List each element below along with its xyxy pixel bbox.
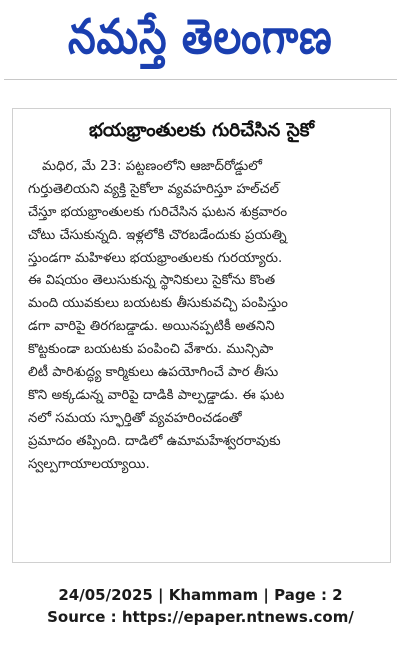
article-line: నలో సమయ స్ఫూర్తితో వ్యవహరించడంతో: [28, 410, 242, 426]
article-line: గుర్తుతెలియని వ్యక్తి సైకోలా వ్యవహరిస్తూ హల్‌చల్: [28, 181, 280, 197]
article-line: స్వల్పగాయాలయ్యాయి.: [28, 456, 150, 472]
article-line: డగా వారిపై తిరగబడ్డాడు. అయినప్పటికీ అతనిని: [28, 319, 275, 335]
article-line: స్తుండగా మహిళలు భయభ్రాంతులకు గురయ్యారు.: [28, 250, 283, 266]
article-headline: భయభ్రాంతులకు గురిచేసిన సైకో: [89, 120, 314, 141]
article-line: కొని అక్కడున్న వారిపై దాడికి పాల్పడ్డాడు. ఈ ఘట: [28, 387, 285, 403]
edition-info: 24/05/2025 | Khammam | Page : 2: [58, 586, 343, 604]
newspaper-masthead: [10, 6, 391, 68]
article-line: చేస్తూ భయభ్రాంతులకు గురిచేసిన ఘటన శుక్రవారం: [28, 204, 288, 220]
article-line: కొట్టకుండా బయటకు పంపించి వేశారు. మున్సిపా: [28, 342, 274, 358]
article-body: [28, 156, 382, 476]
article-line: మంది యువకులు బయటకు తీసుకువచ్చి పంపిస్తుం: [28, 296, 288, 312]
article-line: చోటు చేసుకున్నది. ఇళ్లలోకి చొరబడేందుకు ప్రయత్ని: [28, 227, 287, 243]
masthead-divider: [4, 79, 397, 80]
source-link[interactable]: Source : https://epaper.ntnews.com/: [47, 608, 354, 626]
article-line: ప్రమాదం తప్పింది. దాడిలో ఉమామహేశ్వరరావుకు: [28, 433, 281, 449]
article-line: మధిర, మే 23: పట్టణంలోని ఆజాద్‌రోడ్డులో: [42, 159, 262, 174]
article-line: ఈ విషయం తెలుసుకున్న స్థానికులు సైకోను కొంత: [28, 273, 276, 289]
masthead-logo: నమస్తే తెలంగాణ: [68, 9, 333, 65]
article-line: లిటీ పారిశుద్ధ్య కార్మికులు ఉపయోగించే పార తీసు: [28, 365, 279, 381]
